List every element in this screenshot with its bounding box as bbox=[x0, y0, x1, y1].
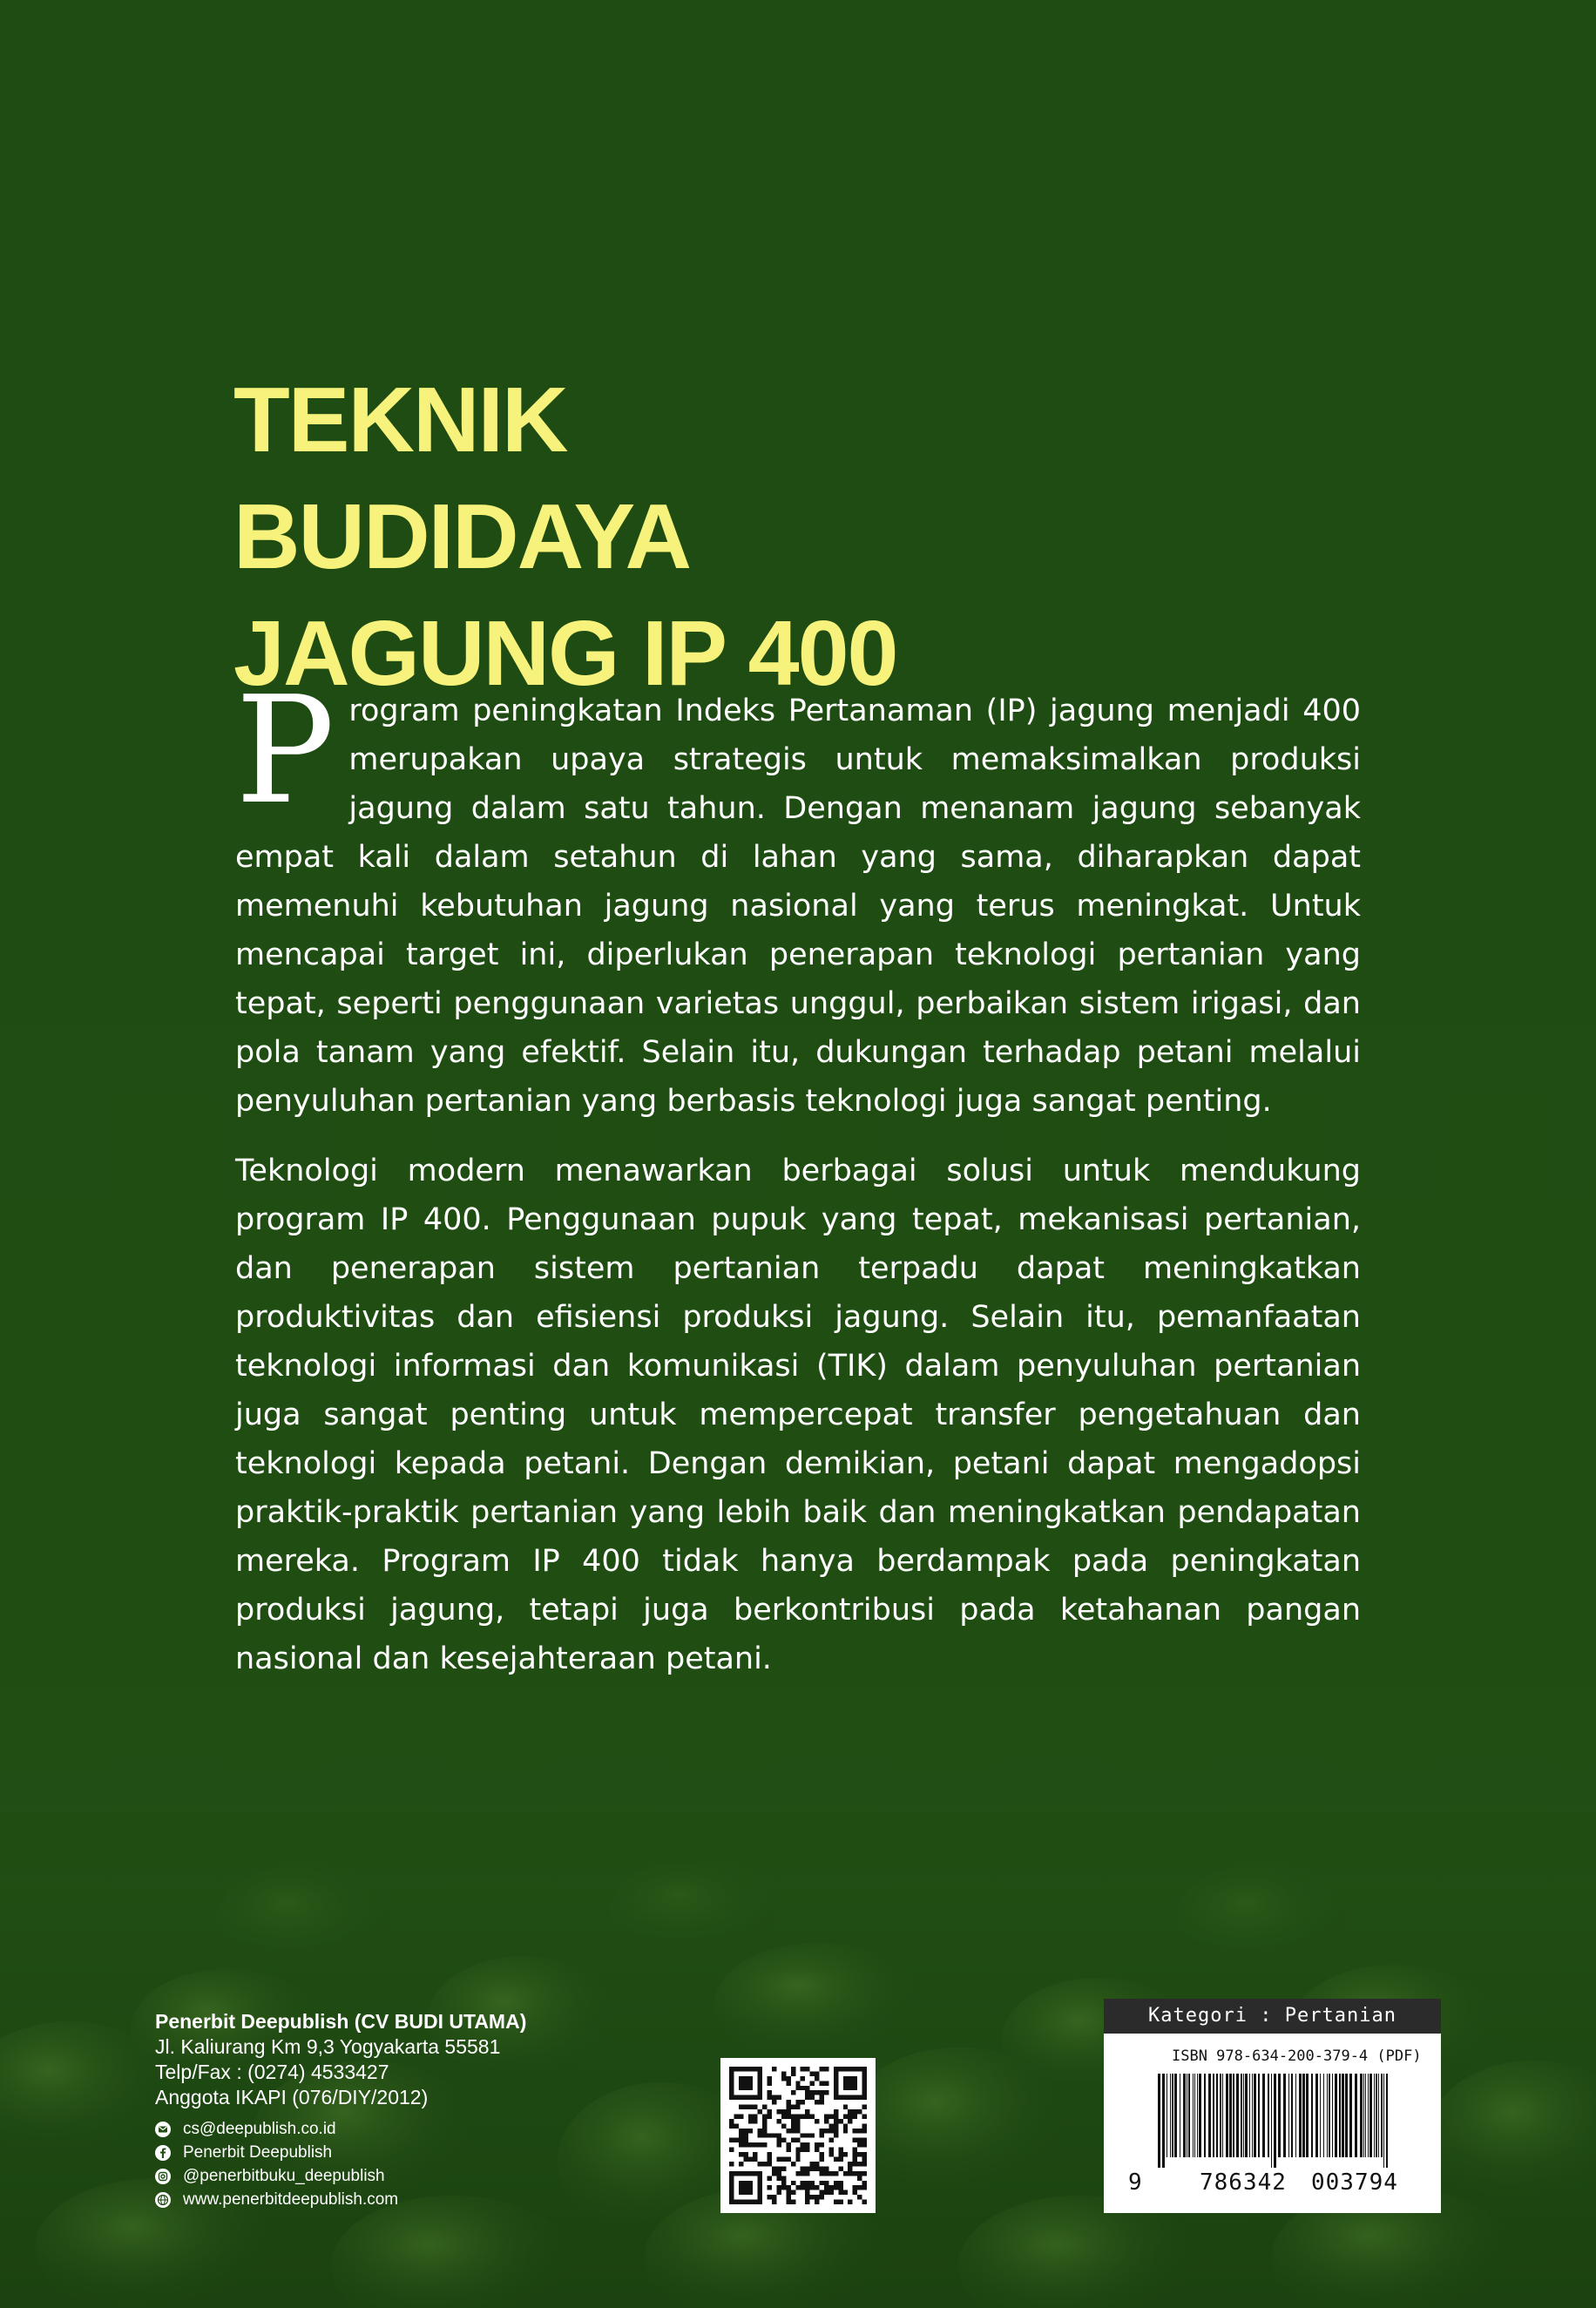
contact-website[interactable] bbox=[155, 2188, 526, 2211]
contact-instagram[interactable] bbox=[155, 2164, 526, 2188]
title-line-3: JAGUNG IP 400 bbox=[233, 602, 897, 705]
drop-cap: P bbox=[235, 665, 335, 837]
title-line-1: TEKNIK bbox=[233, 369, 567, 471]
publisher-membership: Anggota IKAPI (076/DIY/2012) bbox=[155, 2086, 429, 2108]
contact-facebook-text: Penerbit Deepublish bbox=[183, 2143, 333, 2162]
barcode-digit-first: 9 bbox=[1128, 2169, 1142, 2196]
isbn-barcode-box bbox=[1104, 1999, 1441, 2213]
barcode-digits-middle: 786342 bbox=[1200, 2169, 1287, 2196]
contact-facebook[interactable] bbox=[155, 2141, 526, 2164]
publisher-phone: Telp/Fax : (0274) 4533427 bbox=[155, 2061, 389, 2083]
book-title bbox=[233, 362, 897, 712]
title-line-2: BUDIDAYA bbox=[233, 485, 690, 588]
synopsis bbox=[235, 665, 1361, 1704]
qr-code-pattern bbox=[729, 2067, 867, 2204]
barcode bbox=[1156, 2074, 1391, 2168]
facebook-icon bbox=[155, 2145, 171, 2161]
publisher-contacts bbox=[155, 2117, 526, 2211]
publisher-address: Jl. Kaliurang Km 9,3 Yogyakarta 55581 bbox=[155, 2035, 501, 2058]
web-icon bbox=[155, 2192, 171, 2208]
contact-instagram-text: @penerbitbuku_deepublish bbox=[183, 2167, 385, 2185]
contact-website-text: www.penerbitdeepublish.com bbox=[183, 2190, 399, 2209]
publisher-name: Penerbit Deepublish (CV BUDI UTAMA) bbox=[155, 2010, 527, 2033]
synopsis-paragraph-1 bbox=[235, 665, 1361, 1126]
category-label: Kategori : Pertanian bbox=[1104, 1999, 1441, 2034]
isbn-number: ISBN 978-634-200-379-4 (PDF) bbox=[1172, 2047, 1422, 2065]
barcode-digits-last: 003794 bbox=[1311, 2169, 1398, 2196]
paragraph-1-text: rogram peningkatan Indeks Pertanaman (IP) jagung menjadi 400 merupakan upaya strategis untuk memaksimalkan produksi jagung dalam satu tahun. Dengan menanam jagung sebanyak empat kali dalam setahun di lahan yang sama, diharapkan dapat memenuhi kebutuhan jagung nasional yang terus meningkat. Untuk mencapai target ini, diperlukan penerapan teknologi pertanian yang tepat, seperti penggunaan varietas unggul, perbaikan sistem irigasi, dan pola tanam yang efektif. Selain itu, dukungan terhadap petani melalui penyuluhan pertanian yang berbasis teknologi juga sangat penting. bbox=[235, 694, 1361, 1119]
instagram-icon bbox=[155, 2169, 171, 2184]
contact-email[interactable] bbox=[155, 2117, 526, 2141]
publisher-info bbox=[155, 2009, 526, 2211]
email-icon bbox=[155, 2122, 171, 2137]
qr-code[interactable] bbox=[720, 2058, 876, 2213]
synopsis-paragraph-2: Teknologi modern menawarkan berbagai solusi untuk mendukung program IP 400. Penggunaan pupuk yang tepat, mekanisasi pertanian, dan penerapan sistem pertanian terpadu dapat meningkatkan produktivitas dan efisiensi produksi jagung. Selain itu, pemanfaatan teknologi informasi dan komunikasi (TIK) dalam penyuluhan pertanian juga sangat penting untuk mempercepat transfer pengetahuan dan teknologi kepada petani. Dengan demikian, petani dapat mengadopsi praktik-praktik pertanian yang lebih baik dan meningkatkan pendapatan mereka. Program IP 400 tidak hanya berdampak pada peningkatan produksi jagung, tetapi juga berkontribusi pada ketahanan pangan nasional dan kesejahteraan petani. bbox=[235, 1154, 1361, 1676]
contact-email-text: cs@deepublish.co.id bbox=[183, 2120, 336, 2138]
